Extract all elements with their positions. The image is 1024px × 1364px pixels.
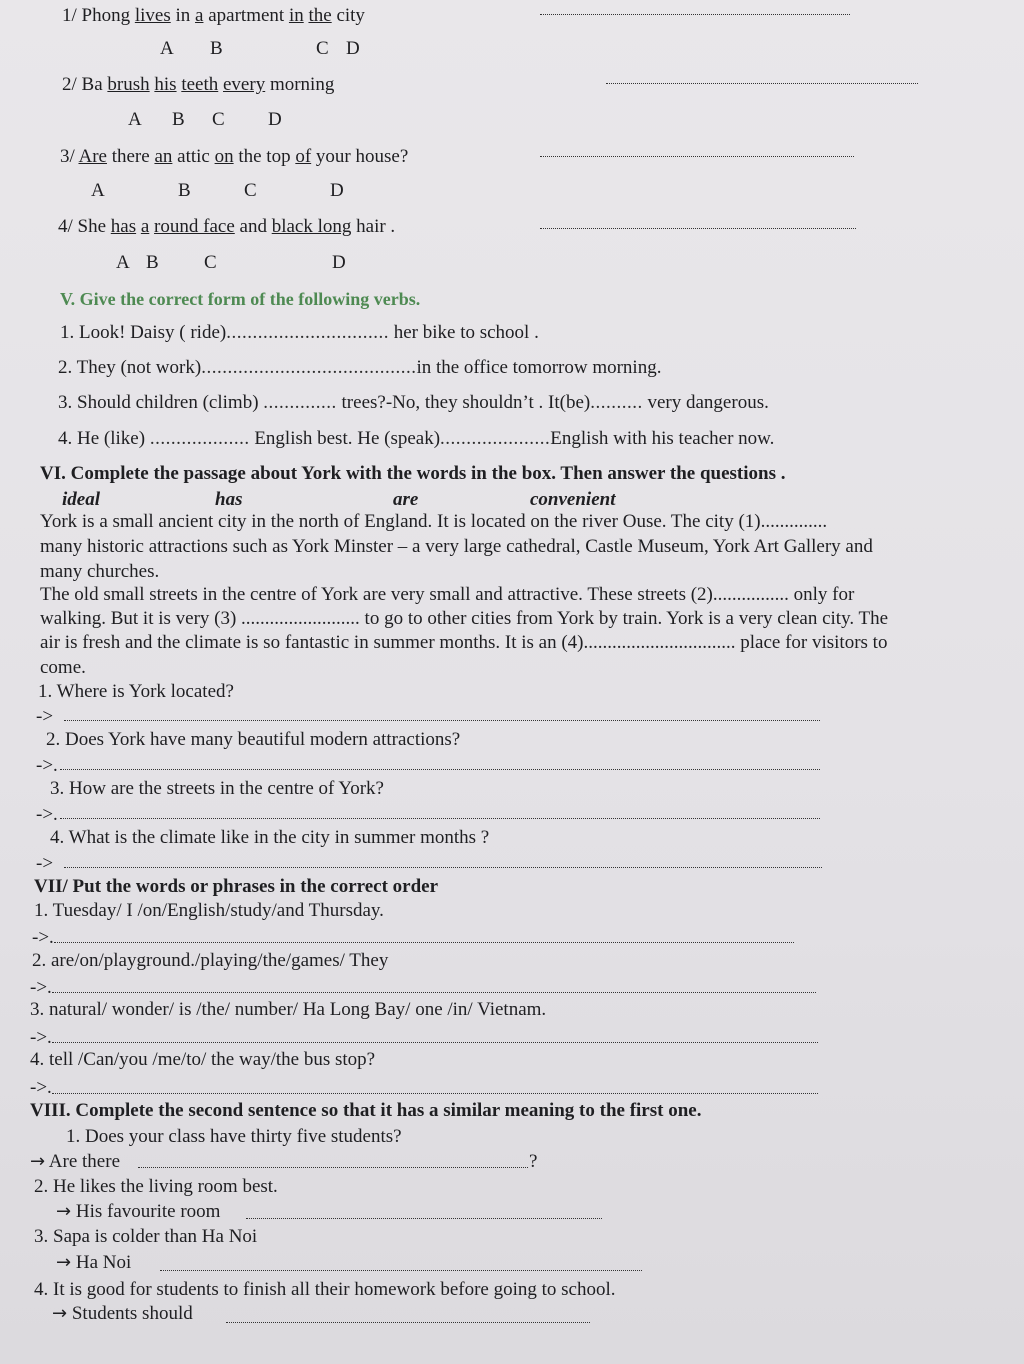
right-arrow-icon: → — [56, 1252, 72, 1273]
option-label: B — [210, 38, 223, 59]
answer-line[interactable] — [52, 992, 816, 993]
q3-parts — [78, 146, 408, 167]
answer-line[interactable] — [540, 156, 854, 157]
sentence-text: attic — [172, 146, 215, 167]
answer-line[interactable] — [52, 1042, 818, 1043]
sentence-text: Ba — [81, 74, 108, 95]
rewrite-answer-4: → Students should — [52, 1303, 193, 1324]
order-item-3: 3. natural/ wonder/ is /the/ number/ Ha Long Bay/ one /in/ Vietnam. — [30, 999, 547, 1020]
answer-arrow: ->. — [32, 927, 54, 948]
mistake-question-4: 4/ She has a round face and black long hair . — [58, 216, 396, 237]
answer-line[interactable] — [54, 942, 794, 943]
answer-line[interactable] — [52, 1093, 818, 1094]
rewrite-item-1: 1. Does your class have thirty five students? — [66, 1126, 402, 1147]
answer-line[interactable] — [60, 818, 820, 819]
option-label: C — [204, 252, 217, 273]
sentence-text: city — [331, 5, 365, 26]
blank[interactable]: ......................................... — [201, 357, 417, 378]
sentence-text: in — [170, 5, 196, 26]
sentence-text: hair . — [351, 216, 396, 237]
answer-line[interactable] — [160, 1270, 642, 1271]
blank[interactable]: .......... — [590, 392, 643, 413]
q4-parts — [78, 216, 396, 237]
underlined-word: round face — [154, 216, 235, 237]
york-question-2: 2. Does York have many beautiful modern attractions? — [46, 729, 461, 750]
underlined-word: teeth — [181, 74, 219, 95]
sentence-text: your house? — [311, 146, 409, 167]
verb-item-1: 1. Look! Daisy ( ride)............................... her bike to school . — [60, 322, 539, 343]
answer-line[interactable] — [64, 867, 822, 868]
sentence-text: there — [106, 146, 155, 167]
answer-arrow: ->. — [30, 1027, 52, 1048]
underlined-word: Are — [78, 146, 107, 167]
answer-line[interactable] — [540, 14, 850, 15]
option-label: B — [172, 109, 185, 130]
rewrite-item-2: 2. He likes the living room best. — [34, 1176, 278, 1197]
option-label: D — [268, 109, 282, 130]
option-label: A — [128, 109, 142, 130]
blank[interactable]: .............. — [263, 392, 337, 413]
option-label: D — [332, 252, 346, 273]
answer-arrow: -> — [36, 706, 54, 727]
passage-line: come. — [40, 657, 86, 678]
sentence-text: the top — [233, 146, 296, 167]
passage-line: York is a small ancient city in the north of England. It is located on the river Ouse. The city (1).............. — [40, 511, 828, 532]
section-v-title: V. Give the correct form of the following verbs. — [60, 289, 421, 309]
answer-line[interactable] — [60, 769, 820, 770]
mistake-question-3: 3/ Are there an attic on the top of your house? — [60, 146, 409, 167]
rewrite-item-4: 4. It is good for students to finish all their homework before going to school. — [34, 1279, 616, 1300]
underlined-word: on — [214, 146, 234, 167]
answer-arrow: ->. — [30, 1077, 52, 1098]
answer-line[interactable] — [246, 1218, 602, 1219]
q2-parts — [82, 74, 335, 95]
section-vii-title: VII/ Put the words or phrases in the correct order — [34, 876, 439, 897]
option-label: A — [116, 252, 130, 273]
option-label: C — [212, 109, 225, 130]
word-box-item: convenient — [530, 489, 616, 510]
verb-item-4: 4. He (like) ................... English best. He (speak).....................English with his teacher now. — [58, 428, 775, 449]
blank[interactable]: ..................... — [440, 428, 551, 449]
verb-item-2: 2. They (not work).........................................in the office tomorrow morning. — [58, 357, 662, 378]
passage-line: air is fresh and the climate is so fantastic in summer months. It is an (4)................................ place for visitors to — [40, 632, 888, 653]
word-box-item: has — [215, 489, 243, 510]
option-label: B — [146, 252, 159, 273]
answer-line[interactable] — [138, 1167, 528, 1168]
option-label: B — [178, 180, 191, 201]
order-item-1: 1. Tuesday/ I /on/English/study/and Thursday. — [34, 900, 384, 921]
answer-line[interactable] — [540, 228, 856, 229]
section-viii-title: VIII. Complete the second sentence so that it has a similar meaning to the first one. — [30, 1100, 702, 1121]
answer-line[interactable] — [64, 720, 820, 721]
passage-line: walking. But it is very (3) ......................... to go to other cities from York by train. York is a very clean city. The — [40, 608, 889, 629]
answer-line[interactable] — [606, 83, 918, 84]
option-label: D — [346, 38, 360, 59]
passage-line: many historic attractions such as York Minster – a very large cathedral, Castle Museum, York Art Gallery and — [40, 536, 873, 557]
word-box-item: are — [393, 489, 419, 510]
mistake-question-1: 1/ Phong lives in a apartment in the city — [62, 5, 365, 26]
question-mark: ? — [529, 1151, 538, 1172]
sentence-text: and — [234, 216, 272, 237]
underlined-word: an — [154, 146, 173, 167]
option-label: D — [330, 180, 344, 201]
underlined-word: a — [140, 216, 150, 237]
sentence-text: She — [77, 216, 111, 237]
right-arrow-icon: → — [52, 1303, 68, 1324]
underlined-word: his — [154, 74, 177, 95]
underlined-word: has — [110, 216, 137, 237]
rewrite-answer-1: → Are there — [30, 1151, 121, 1172]
sentence-text: Phong — [81, 5, 135, 26]
answer-arrow: -> — [36, 853, 54, 874]
rewrite-answer-2: → His favourite room — [56, 1201, 221, 1222]
underlined-word: black long — [271, 216, 352, 237]
option-label: C — [316, 38, 329, 59]
york-question-3: 3. How are the streets in the centre of York? — [50, 778, 384, 799]
blank[interactable]: ................... — [149, 428, 250, 449]
underlined-word: every — [223, 74, 266, 95]
order-item-2: 2. are/on/playground./playing/the/games/ They — [32, 950, 389, 971]
underlined-word: brush — [107, 74, 150, 95]
answer-arrow: ->. — [30, 977, 52, 998]
blank[interactable]: ............................... — [226, 322, 389, 343]
underlined-word: the — [308, 5, 332, 26]
passage-line: many churches. — [40, 561, 160, 582]
right-arrow-icon: → — [56, 1201, 72, 1222]
verb-item-3: 3. Should children (climb) .............. trees?-No, they shouldn’t . It(be).......... very dangerous. — [58, 392, 769, 413]
order-item-4: 4. tell /Can/you /me/to/ the way/the bus stop? — [30, 1049, 376, 1070]
york-question-1: 1. Where is York located? — [38, 681, 234, 702]
option-label: A — [91, 180, 105, 201]
section-vi-title: VI. Complete the passage about York with the words in the box. Then answer the questions . — [40, 463, 786, 484]
answer-line[interactable] — [226, 1322, 590, 1323]
word-box-item: ideal — [62, 489, 100, 510]
answer-arrow: ->. — [36, 755, 58, 776]
sentence-text: apartment — [203, 5, 289, 26]
option-label: C — [244, 180, 257, 201]
passage-line: The old small streets in the centre of York are very small and attractive. These streets (2)................ only for — [40, 584, 855, 605]
answer-arrow: ->. — [36, 804, 58, 825]
mistake-question-2: 2/ Ba brush his teeth every morning — [62, 74, 335, 95]
underlined-word: a — [195, 5, 204, 26]
rewrite-answer-3: → Ha Noi — [56, 1252, 132, 1273]
underlined-word: of — [295, 146, 312, 167]
rewrite-item-3: 3. Sapa is colder than Ha Noi — [34, 1226, 258, 1247]
q1-parts — [82, 5, 365, 26]
sentence-text: morning — [265, 74, 335, 95]
option-label: A — [160, 38, 174, 59]
underlined-word: lives — [134, 5, 171, 26]
york-question-4: 4. What is the climate like in the city in summer months ? — [50, 827, 490, 848]
right-arrow-icon: → — [30, 1151, 46, 1172]
underlined-word: in — [288, 5, 304, 26]
